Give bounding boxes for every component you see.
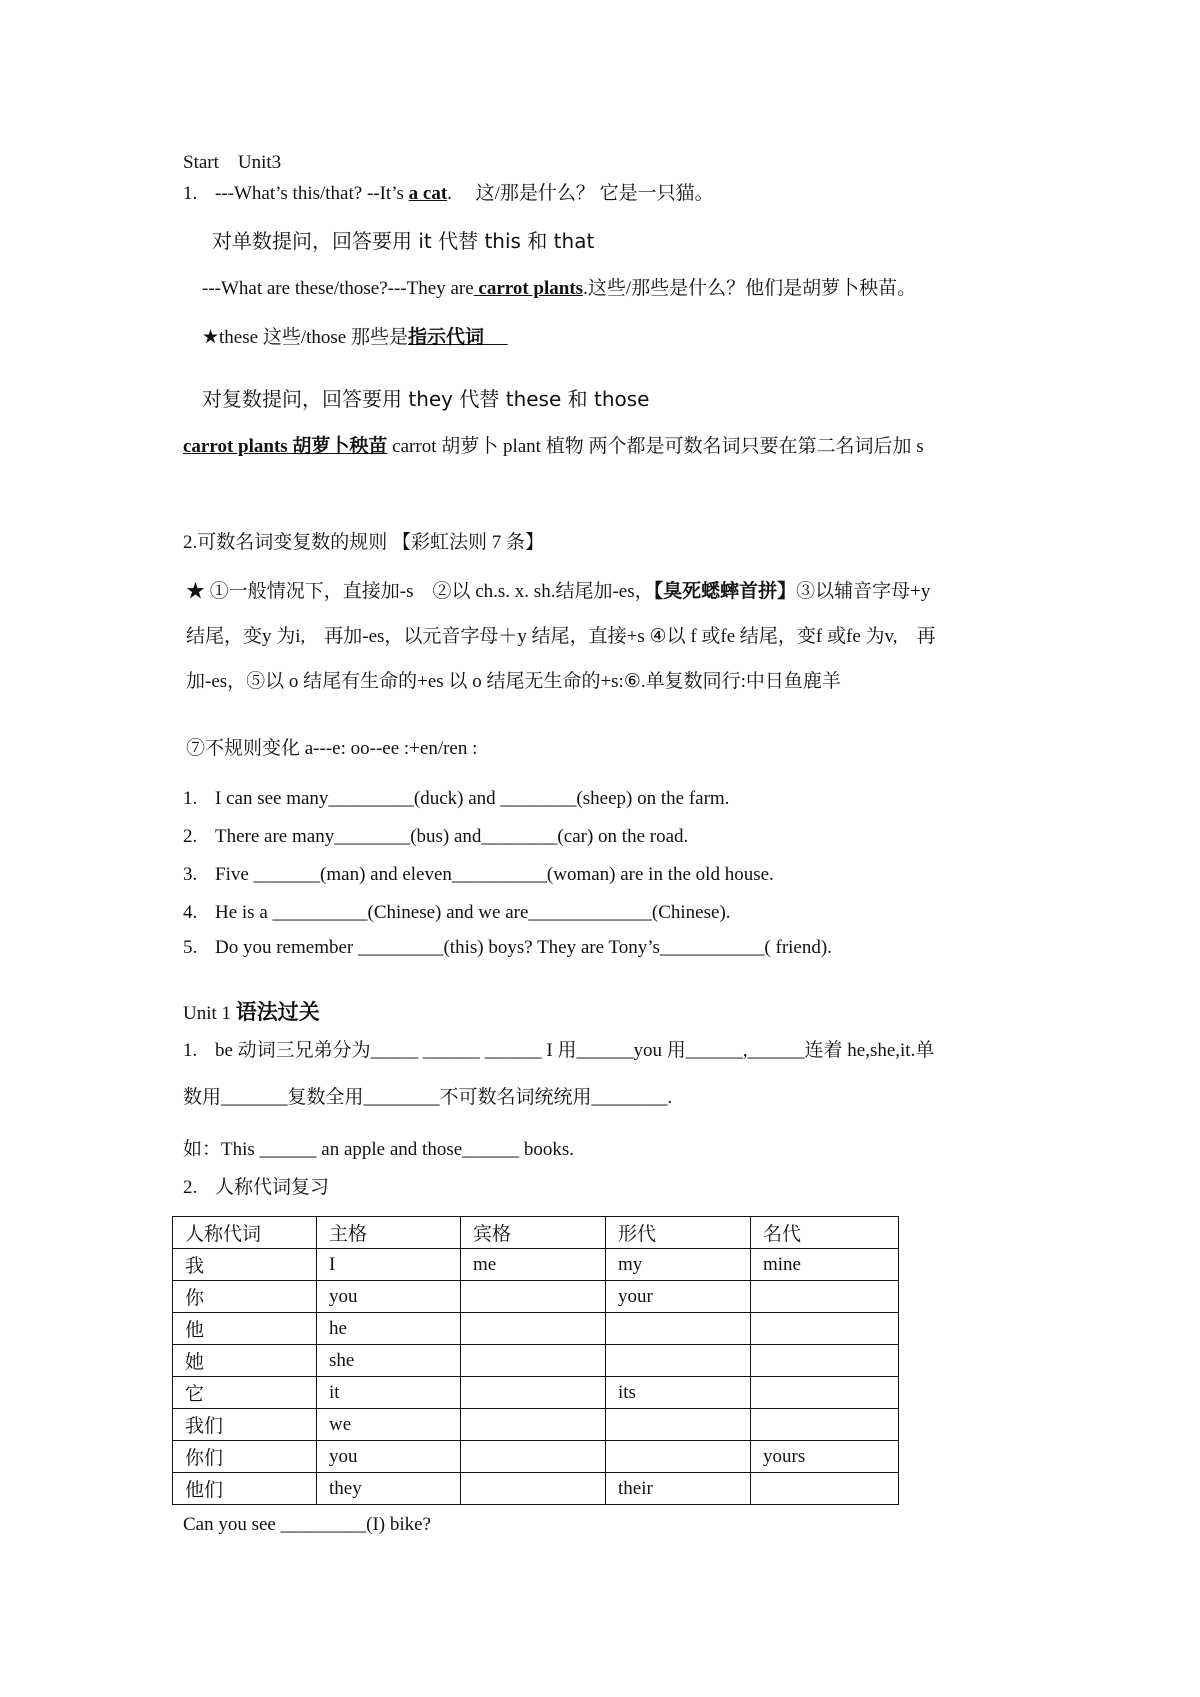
exercise-item xyxy=(183,826,688,849)
table-cell xyxy=(606,1313,751,1345)
note-plural: 对复数提问，回答要用 they 代替 these 和 those xyxy=(202,387,650,411)
table-row xyxy=(173,1313,899,1345)
table-cell xyxy=(606,1345,751,1377)
table-cell: their xyxy=(606,1473,751,1505)
table-cell xyxy=(461,1313,606,1345)
table-cell xyxy=(751,1473,899,1505)
table-cell xyxy=(606,1409,751,1441)
table-header-cell: 形代 xyxy=(606,1217,751,1249)
exercise-text: Do you remember _________(this) boys? They are Tony’s___________( friend). xyxy=(215,937,832,958)
text: .这些/那些是什么？他们是胡萝卜秧苗。 xyxy=(583,278,917,299)
table-header-row xyxy=(173,1217,899,1249)
exercise-item xyxy=(183,902,731,925)
rule-line-1 xyxy=(186,580,930,604)
table-header-cell: 名代 xyxy=(751,1217,899,1249)
table-cell xyxy=(606,1441,751,1473)
underlined-term: 指示代词 xyxy=(407,326,484,348)
text: ---What’s this/that? --It’s xyxy=(215,183,409,204)
table-cell: mine xyxy=(751,1249,899,1281)
item-number: 4. xyxy=(183,902,198,923)
table-cell: you xyxy=(317,1281,461,1313)
table-cell: she xyxy=(317,1345,461,1377)
table-cell: 我们 xyxy=(173,1409,317,1441)
table-cell xyxy=(751,1281,899,1313)
table-cell xyxy=(751,1409,899,1441)
table-cell: we xyxy=(317,1409,461,1441)
table-row xyxy=(173,1473,899,1505)
exercise-text: There are many________(bus) and________(car) on the road. xyxy=(215,826,689,847)
section-heading-plural-rules: 2.可数名词变复数的规则 【彩虹法则 7 条】 xyxy=(183,532,545,553)
table-cell: it xyxy=(317,1377,461,1409)
exercise-item xyxy=(183,864,774,887)
exercise-item xyxy=(183,937,832,960)
text: ③以辅音字母+y xyxy=(796,581,931,602)
table-cell: he xyxy=(317,1313,461,1345)
table-cell: me xyxy=(461,1249,606,1281)
rule-line-3: 加-es，⑤以 o 结尾有生命的+es 以 o 结尾无生命的+s:⑥.单复数同行:中日鱼鹿羊 xyxy=(186,671,841,692)
exercise-text: He is a __________(Chinese) and we are_____________(Chinese). xyxy=(215,902,731,923)
exercise-text: I can see many_________(duck) and ________(sheep) on the farm. xyxy=(215,788,730,809)
note-demonstrative xyxy=(202,326,508,350)
table-header-cell: 人称代词 xyxy=(173,1217,317,1249)
table-cell xyxy=(751,1377,899,1409)
text: carrot 胡萝卜 plant 植物 两个都是可数名词只要在第二名词后加 s xyxy=(387,436,924,457)
table-cell xyxy=(751,1313,899,1345)
table-cell: 她 xyxy=(173,1345,317,1377)
table-cell: 他 xyxy=(173,1313,317,1345)
exercise-item xyxy=(183,788,729,811)
table-row xyxy=(173,1377,899,1409)
text: ---What are these/those?---They are xyxy=(202,278,474,299)
table-cell xyxy=(461,1441,606,1473)
paragraph-what-is-this xyxy=(183,183,714,206)
table-header-cell: 主格 xyxy=(317,1217,461,1249)
text: Unit 1 xyxy=(183,1003,236,1024)
final-exercise: Can you see _________(I) bike? xyxy=(183,1514,431,1535)
pronoun-heading xyxy=(183,1177,329,1200)
item-number: 1. xyxy=(183,788,198,809)
mnemonic: 【臭死蟋蟀首拼】 xyxy=(653,580,797,602)
item-number: 1. xyxy=(183,1040,198,1061)
underlined-term: carrot plants 胡萝卜秧苗 xyxy=(183,436,388,457)
blank xyxy=(484,327,508,348)
rule-line-4: ⑦不规则变化 a---e: oo--ee :+en/ren : xyxy=(186,738,478,759)
table-cell: my xyxy=(606,1249,751,1281)
table-cell xyxy=(461,1281,606,1313)
table-cell: 我 xyxy=(173,1249,317,1281)
text: ★ ①一般情况下，直接加-s ②以 ch.s. x. sh.结尾加-es， xyxy=(186,581,654,602)
table-cell: 他们 xyxy=(173,1473,317,1505)
table-cell xyxy=(461,1473,606,1505)
table-cell: I xyxy=(317,1249,461,1281)
rule-line-2: 结尾，变y 为i, 再加-es，以元音字母＋y 结尾，直接+s ④以 f 或fe 结尾，变f 或fe 为v, 再 xyxy=(186,626,936,647)
text: ★these 这些/those 那些是 xyxy=(202,327,408,348)
exercise-text: Five _______(man) and eleven__________(woman) are in the old house. xyxy=(215,864,774,885)
be-verb-line-2: 数用_______复数全用________不可数名词统统用________. xyxy=(183,1087,673,1108)
pronoun-table xyxy=(172,1216,899,1505)
text: . 这/那是什么？ 它是一只猫。 xyxy=(447,183,714,204)
underlined-answer: a cat xyxy=(408,183,448,204)
text: 人称代词复习 xyxy=(215,1177,330,1198)
paragraph-carrot-plants xyxy=(183,436,924,459)
paragraph-what-are-these xyxy=(202,278,916,301)
heading-grammar: 语法过关 xyxy=(235,1000,320,1024)
table-row xyxy=(173,1441,899,1473)
item-number: 2. xyxy=(183,826,198,847)
table-cell xyxy=(751,1345,899,1377)
section-heading-unit1 xyxy=(183,1000,320,1026)
table-cell: 你 xyxy=(173,1281,317,1313)
table-header-cell: 宾格 xyxy=(461,1217,606,1249)
section-heading-start-unit3: Start Unit3 xyxy=(183,152,282,173)
item-number: 1. xyxy=(183,183,198,204)
underlined-answer: carrot plants xyxy=(473,278,584,299)
table-row xyxy=(173,1249,899,1281)
item-number: 3. xyxy=(183,864,198,885)
table-cell xyxy=(461,1377,606,1409)
table-cell: you xyxy=(317,1441,461,1473)
table-cell: your xyxy=(606,1281,751,1313)
item-number: 2. xyxy=(183,1177,198,1198)
note-singular: 对单数提问，回答要用 it 代替 this 和 that xyxy=(212,229,595,253)
text: be 动词三兄弟分为_____ ______ ______ I 用______you 用______,______连着 he,she,it.单 xyxy=(215,1040,935,1061)
table-row xyxy=(173,1281,899,1313)
table-row xyxy=(173,1409,899,1441)
table-cell: 你们 xyxy=(173,1441,317,1473)
table-cell xyxy=(461,1409,606,1441)
be-verb-line-1 xyxy=(183,1040,934,1063)
table-cell: yours xyxy=(751,1441,899,1473)
be-verb-example: 如：This ______ an apple and those______ books. xyxy=(183,1139,575,1160)
table-cell xyxy=(461,1345,606,1377)
table-cell: its xyxy=(606,1377,751,1409)
item-number: 5. xyxy=(183,937,198,958)
table-row xyxy=(173,1345,899,1377)
table-cell: they xyxy=(317,1473,461,1505)
table-cell: 它 xyxy=(173,1377,317,1409)
